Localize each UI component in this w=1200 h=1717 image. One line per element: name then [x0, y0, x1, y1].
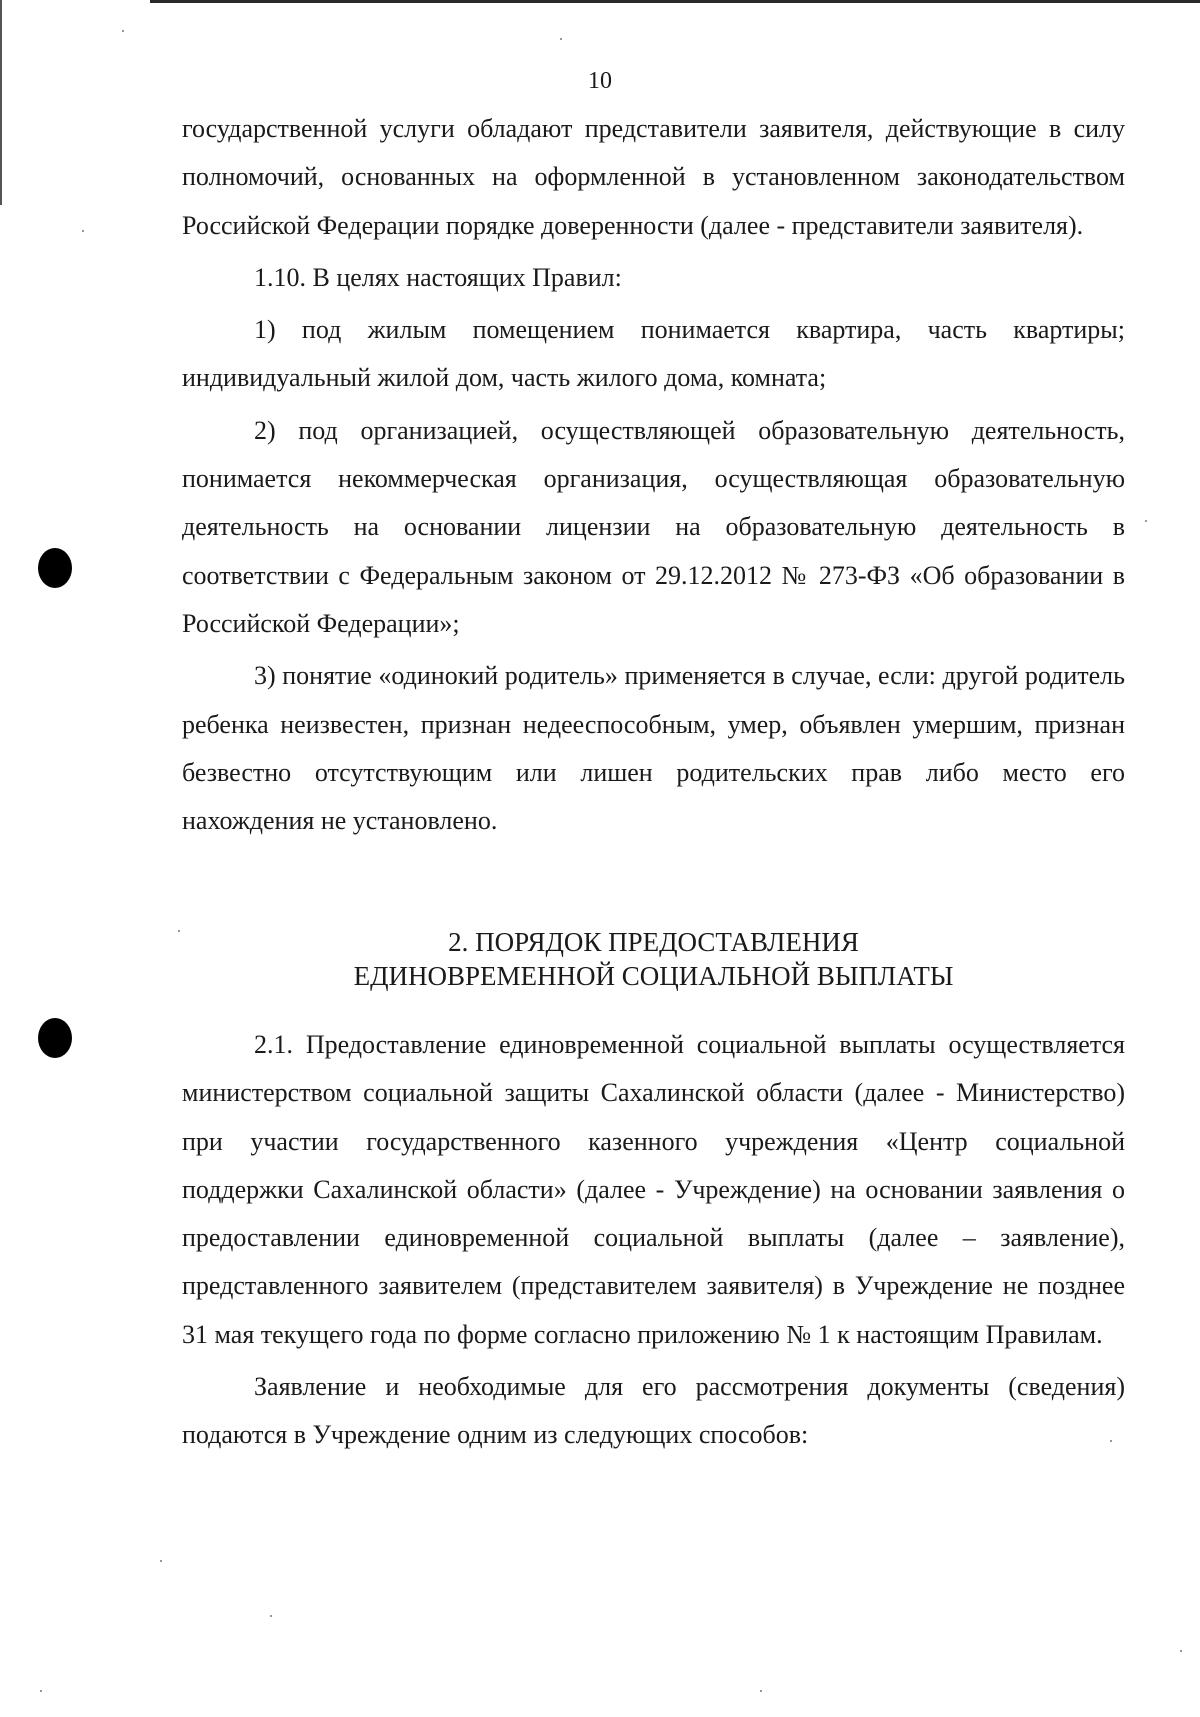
paragraph-continuation: государственной услуги обладают представители заявителя, действующие в силу полномочий, основанных на оформленной в установленном законодательством Российской Федерации порядке доверенности (далее - представители заявителя). [182, 114, 1125, 240]
paragraph-clause-1-10: 1.10. В целях настоящих Правил: [254, 262, 622, 292]
page-number: 10 [588, 68, 612, 94]
top-scan-border [150, 0, 1200, 3]
scan-speck [122, 30, 124, 32]
scan-speck [160, 1560, 162, 1562]
section-heading-line-1: 2. ПОРЯДОК ПРЕДОСТАВЛЕНИЯ [448, 927, 859, 957]
left-scan-edge [0, 0, 2, 205]
scan-speck [40, 1690, 42, 1692]
scan-speck [82, 230, 84, 232]
scan-speck [178, 930, 180, 932]
scan-speck [1180, 1650, 1182, 1652]
paragraph-item-3: 3) понятие «одинокий родитель» применяется в случае, если: другой родитель ребенка неизвестен, признан недееспособным, умер, объявлен умершим, признан безвестно отсутствующим или лишен родительских прав либо место его нахождения не установлено. [182, 661, 1125, 836]
section-heading [182, 925, 1125, 993]
section-heading-line-2: ЕДИНОВРЕМЕННОЙ СОЦИАЛЬНОЙ ВЫПЛАТЫ [353, 961, 954, 991]
paragraph-item-1: 1) под жилым помещением понимается квартира, часть квартиры; индивидуальный жилой дом, часть жилого дома, комната; [182, 315, 1125, 393]
body-text [182, 105, 1125, 845]
section-body [182, 1021, 1125, 1460]
paragraph-submission-methods: Заявление и необходимые для его рассмотрения документы (сведения) подаются в Учреждение одним из следующих способов: [182, 1372, 1125, 1450]
punch-hole-upper [38, 548, 72, 588]
paragraph-item-2: 2) под организацией, осуществляющей образовательную деятельность, понимается некоммерческая организация, осуществляющая образовательную деятельность на основании лицензии на образовательную деятельность в соответствии с Федеральным законом от 29.12.2012 № 273-ФЗ «Об образовании в Российской Федерации»; [182, 415, 1125, 638]
scan-speck [1110, 1440, 1112, 1442]
punch-hole-lower [38, 1018, 72, 1058]
scan-speck [1145, 520, 1147, 522]
scan-speck [760, 1690, 762, 1692]
scan-speck [270, 1615, 272, 1617]
scan-speck [560, 38, 562, 40]
paragraph-clause-2-1: 2.1. Предоставление единовременной социальной выплаты осуществляется министерством социальной защиты Сахалинской области (далее - Министерство) при участии государственного казенного учреждения «Центр социальной поддержки Сахалинской области» (далее - Учреждение) на основании заявления о предоставлении единовременной социальной выплаты (далее – заявление), представленного заявителем (представителем заявителя) в Учреждение не позднее 31 мая текущего года по форме согласно приложению № 1 к настоящим Правилам. [182, 1030, 1125, 1349]
